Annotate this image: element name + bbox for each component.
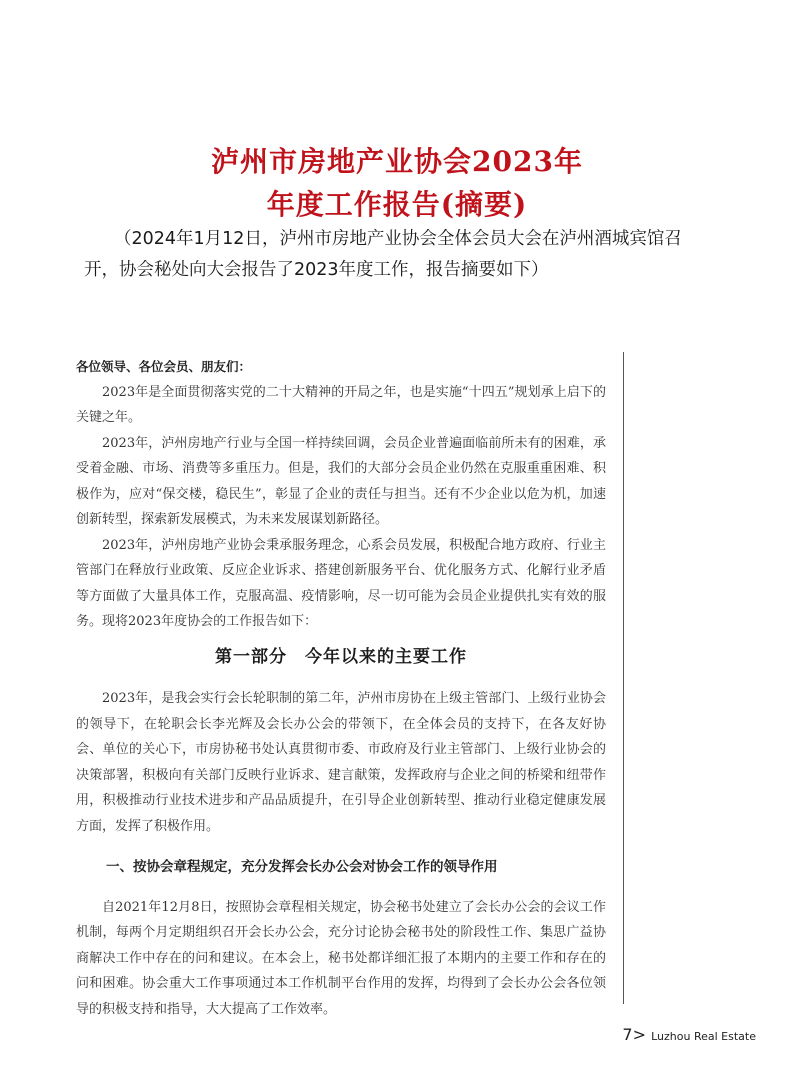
greeting: 各位领导、各位会员、朋友们：	[76, 359, 252, 374]
paragraph-3: 2023年，泸州房地产业协会秉承服务理念，心系会员发展，积极配合地方政府、行业主管部门在释放行业政策、反应企业诉求、搭建创新服务平台、优化服务方式、化解行业矛盾等方面做了大量具体工作，克服高温、疫情影响，尽一切可能为会员企业提供扎实有效的服务。现将2023年度协会的工作报告如下：	[76, 537, 606, 629]
report-title-line-2: 年度工作报告(摘要)	[266, 188, 528, 221]
section-paragraph: 2023年，是我会实行会长轮职制的第二年，泸州市房协在上级主管部门、上级行业协会的领导下，在轮职会长李光辉及会长办公会的带领下，在全体会员的支持下，在各友好协会、单位的关心下，市房协秘书处认真贯彻市委、市政府及行业主管部门、上级行业协会的决策部署，积极向有关部门反映行业诉求、建言献策，发挥政府与企业之间的桥梁和纽带作用，积极推动行业技术进步和产品品质提升，在引导企业创新转型、推动行业稳定健康发展方面，发挥了积极作用。	[76, 691, 606, 834]
report-title-line-1: 泸州市房地产业协会2023年	[211, 145, 583, 178]
paragraph-2: 2023年，泸州房地产行业与全国一样持续回调，会员企业普遍面临前所未有的困难，承受着金融、市场、消费等多重压力。但是，我们的大部分会员企业仍然在克服重重困难、积极作为，应对“保交楼，稳民生”，彰显了企业的责任与担当。还有不少企业以危为机，加速创新转型，探索新发展模式，为未来发展谋划新路径。	[76, 435, 606, 527]
report-body	[76, 354, 606, 1022]
arrow-icon: >	[632, 1025, 647, 1044]
publication-name: Luzhou Real Estate	[651, 1030, 756, 1043]
subtitle-line-1: （2024年1月12日，泸州市房地产业协会全体会员大会在泸州酒城宾馆召	[114, 229, 682, 249]
paragraph-1: 2023年是全面贯彻落实党的二十大精神的开局之年，也是实施“十四五”规划承上启下的关键之年。	[76, 384, 606, 425]
report-subtitle	[84, 224, 734, 286]
last-paragraph: 自2021年12月8日，按照协会章程相关规定，协会秘书处建立了会长办公会的会议工作机制，每两个月定期组织召开会长办公会，充分讨论协会秘书处的阶段性工作、集思广益协商解决工作中存在的问和建议。在本会上，秘书处都详细汇报了本期内的主要工作和存在的问和困难。协会重大工作事项通过本工作机制平台作用的发挥，均得到了会长办公会各位领导的积极支持和指导，大大提高了工作效率。	[76, 899, 606, 1017]
subtitle-line-2: 开，协会秘处向大会报告了2023年度工作，报告摘要如下）	[84, 260, 549, 280]
column-divider	[623, 352, 624, 1004]
page-footer	[622, 1025, 756, 1044]
page-number: 7	[622, 1025, 633, 1044]
subheading: 一、按协会章程规定，充分发挥会长办公会对协会工作的领导作用	[106, 859, 498, 875]
section-heading: 第一部分 今年以来的主要工作	[215, 646, 467, 667]
